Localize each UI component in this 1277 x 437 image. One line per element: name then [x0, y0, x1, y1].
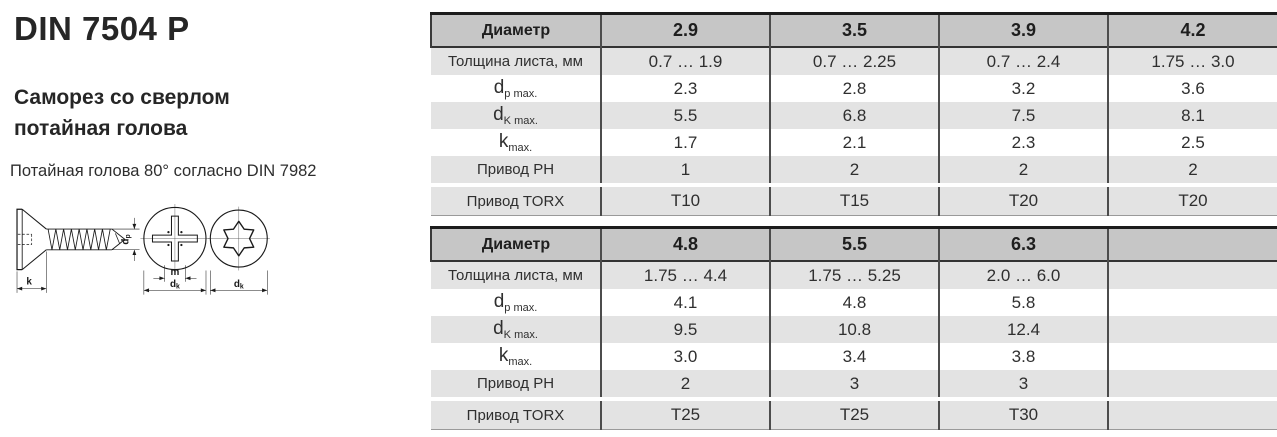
row-label: $k_{max.}$ — [431, 343, 601, 370]
spec-value: 3.2 — [939, 75, 1108, 102]
spec-value: 2.3 — [601, 75, 770, 102]
spec-value — [1108, 316, 1277, 343]
spec-value: 1.75 … 3.0 — [1108, 47, 1277, 75]
row-label: Толщина листа, мм — [431, 261, 601, 289]
spec-value — [1108, 343, 1277, 370]
spec-value: T25 — [770, 399, 939, 430]
spec-value: T10 — [601, 185, 770, 216]
row-label: Привод TORX — [431, 185, 601, 216]
diameter-value: 6.3 — [939, 228, 1108, 262]
row-label: Привод PH — [431, 156, 601, 185]
spec-value: 4.8 — [770, 289, 939, 316]
spec-value: 3.0 — [601, 343, 770, 370]
spec-value: 2 — [939, 156, 1108, 185]
subtitle-line1: Саморез со сверлом — [14, 86, 230, 109]
diameter-value: 4.2 — [1108, 14, 1277, 48]
spec-value: 9.5 — [601, 316, 770, 343]
diameter-header-label: Диаметр — [431, 228, 601, 262]
spec-row — [431, 316, 1277, 343]
spec-value: 2.3 — [939, 129, 1108, 156]
spec-value: 1.75 … 4.4 — [601, 261, 770, 289]
spec-value: 2 — [1108, 156, 1277, 185]
spec-value — [1108, 289, 1277, 316]
spec-value: 2 — [601, 370, 770, 399]
spec-value: T30 — [939, 399, 1108, 430]
dim-label-dk-ph: dk — [169, 278, 180, 291]
row-label: $k_{max.}$ — [431, 129, 601, 156]
spec-value: T15 — [770, 185, 939, 216]
spec-value — [1108, 261, 1277, 289]
phillips-recess-view — [140, 204, 209, 273]
spec-value: 3 — [770, 370, 939, 399]
spec-row — [431, 370, 1277, 399]
diameter-header-row — [431, 14, 1277, 48]
standard-note: Потайная голова 80° согласно DIN 7982 — [10, 162, 317, 180]
spec-value: 7.5 — [939, 102, 1108, 129]
spec-row — [431, 47, 1277, 75]
row-label: $d_{K max.}$ — [431, 102, 601, 129]
row-label: Толщина листа, мм — [431, 47, 601, 75]
thread-zigzag — [48, 229, 110, 250]
spec-value — [1108, 399, 1277, 430]
diameter-header-row — [431, 228, 1277, 262]
dim-label-k: k — [26, 276, 32, 288]
diameter-value: 5.5 — [770, 228, 939, 262]
row-label: $d_{K max.}$ — [431, 316, 601, 343]
spec-row — [431, 185, 1277, 216]
spec-tables — [430, 12, 1277, 437]
spec-value: 3.6 — [1108, 75, 1277, 102]
spec-value: 0.7 … 2.25 — [770, 47, 939, 75]
spec-value: 3.8 — [939, 343, 1108, 370]
spec-value: 2.5 — [1108, 129, 1277, 156]
torx-recess-view — [208, 207, 270, 271]
spec-value: 2 — [770, 156, 939, 185]
spec-value: T20 — [1108, 185, 1277, 216]
diameter-value: 4.8 — [601, 228, 770, 262]
dim-label-m: m — [170, 266, 180, 278]
spec-row — [431, 129, 1277, 156]
spec-value: 0.7 … 2.4 — [939, 47, 1108, 75]
spec-row — [431, 156, 1277, 185]
spec-row — [431, 289, 1277, 316]
spec-row — [431, 75, 1277, 102]
spec-value: 1.75 … 5.25 — [770, 261, 939, 289]
diameter-value: 3.5 — [770, 14, 939, 48]
spec-value: 10.8 — [770, 316, 939, 343]
spec-row — [431, 399, 1277, 430]
spec-value: 3 — [939, 370, 1108, 399]
spec-value: 5.5 — [601, 102, 770, 129]
spec-value: 6.8 — [770, 102, 939, 129]
spec-value: 12.4 — [939, 316, 1108, 343]
spec-value: T20 — [939, 185, 1108, 216]
spec-value: 0.7 … 1.9 — [601, 47, 770, 75]
screw-technical-drawing — [8, 198, 278, 305]
spec-value: 1.7 — [601, 129, 770, 156]
subtitle-line2: потайная голова — [14, 117, 188, 140]
dim-label-dk-torx: dk — [233, 278, 244, 291]
spec-row — [431, 343, 1277, 370]
row-label: Привод TORX — [431, 399, 601, 430]
left-panel — [10, 10, 419, 291]
diameter-value — [1108, 228, 1277, 262]
spec-value: 4.1 — [601, 289, 770, 316]
spec-value: 2.8 — [770, 75, 939, 102]
spec-value — [1108, 370, 1277, 399]
spec-table-small-diameters — [430, 12, 1277, 216]
diameter-value: 3.9 — [939, 14, 1108, 48]
page-title: DIN 7504 P — [14, 10, 190, 47]
recess-hidden-lines — [18, 234, 32, 244]
diameter-header-label: Диаметр — [431, 14, 601, 48]
spec-value: 1 — [601, 156, 770, 185]
row-label: $d_{p max.}$ — [431, 75, 601, 102]
product-subtitle — [14, 82, 230, 144]
screw-side-view — [17, 209, 125, 269]
spec-value: 2.0 … 6.0 — [939, 261, 1108, 289]
spec-value: 5.8 — [939, 289, 1108, 316]
spec-value: 3.4 — [770, 343, 939, 370]
spec-row — [431, 102, 1277, 129]
spec-table-large-diameters — [430, 226, 1277, 430]
spec-value: T25 — [601, 399, 770, 430]
row-label: $d_{p max.}$ — [431, 289, 601, 316]
spec-value: 8.1 — [1108, 102, 1277, 129]
row-label: Привод PH — [431, 370, 601, 399]
spec-value: 2.1 — [770, 129, 939, 156]
diameter-value: 2.9 — [601, 14, 770, 48]
dim-label-dp: dp — [120, 234, 133, 245]
spec-row — [431, 261, 1277, 289]
